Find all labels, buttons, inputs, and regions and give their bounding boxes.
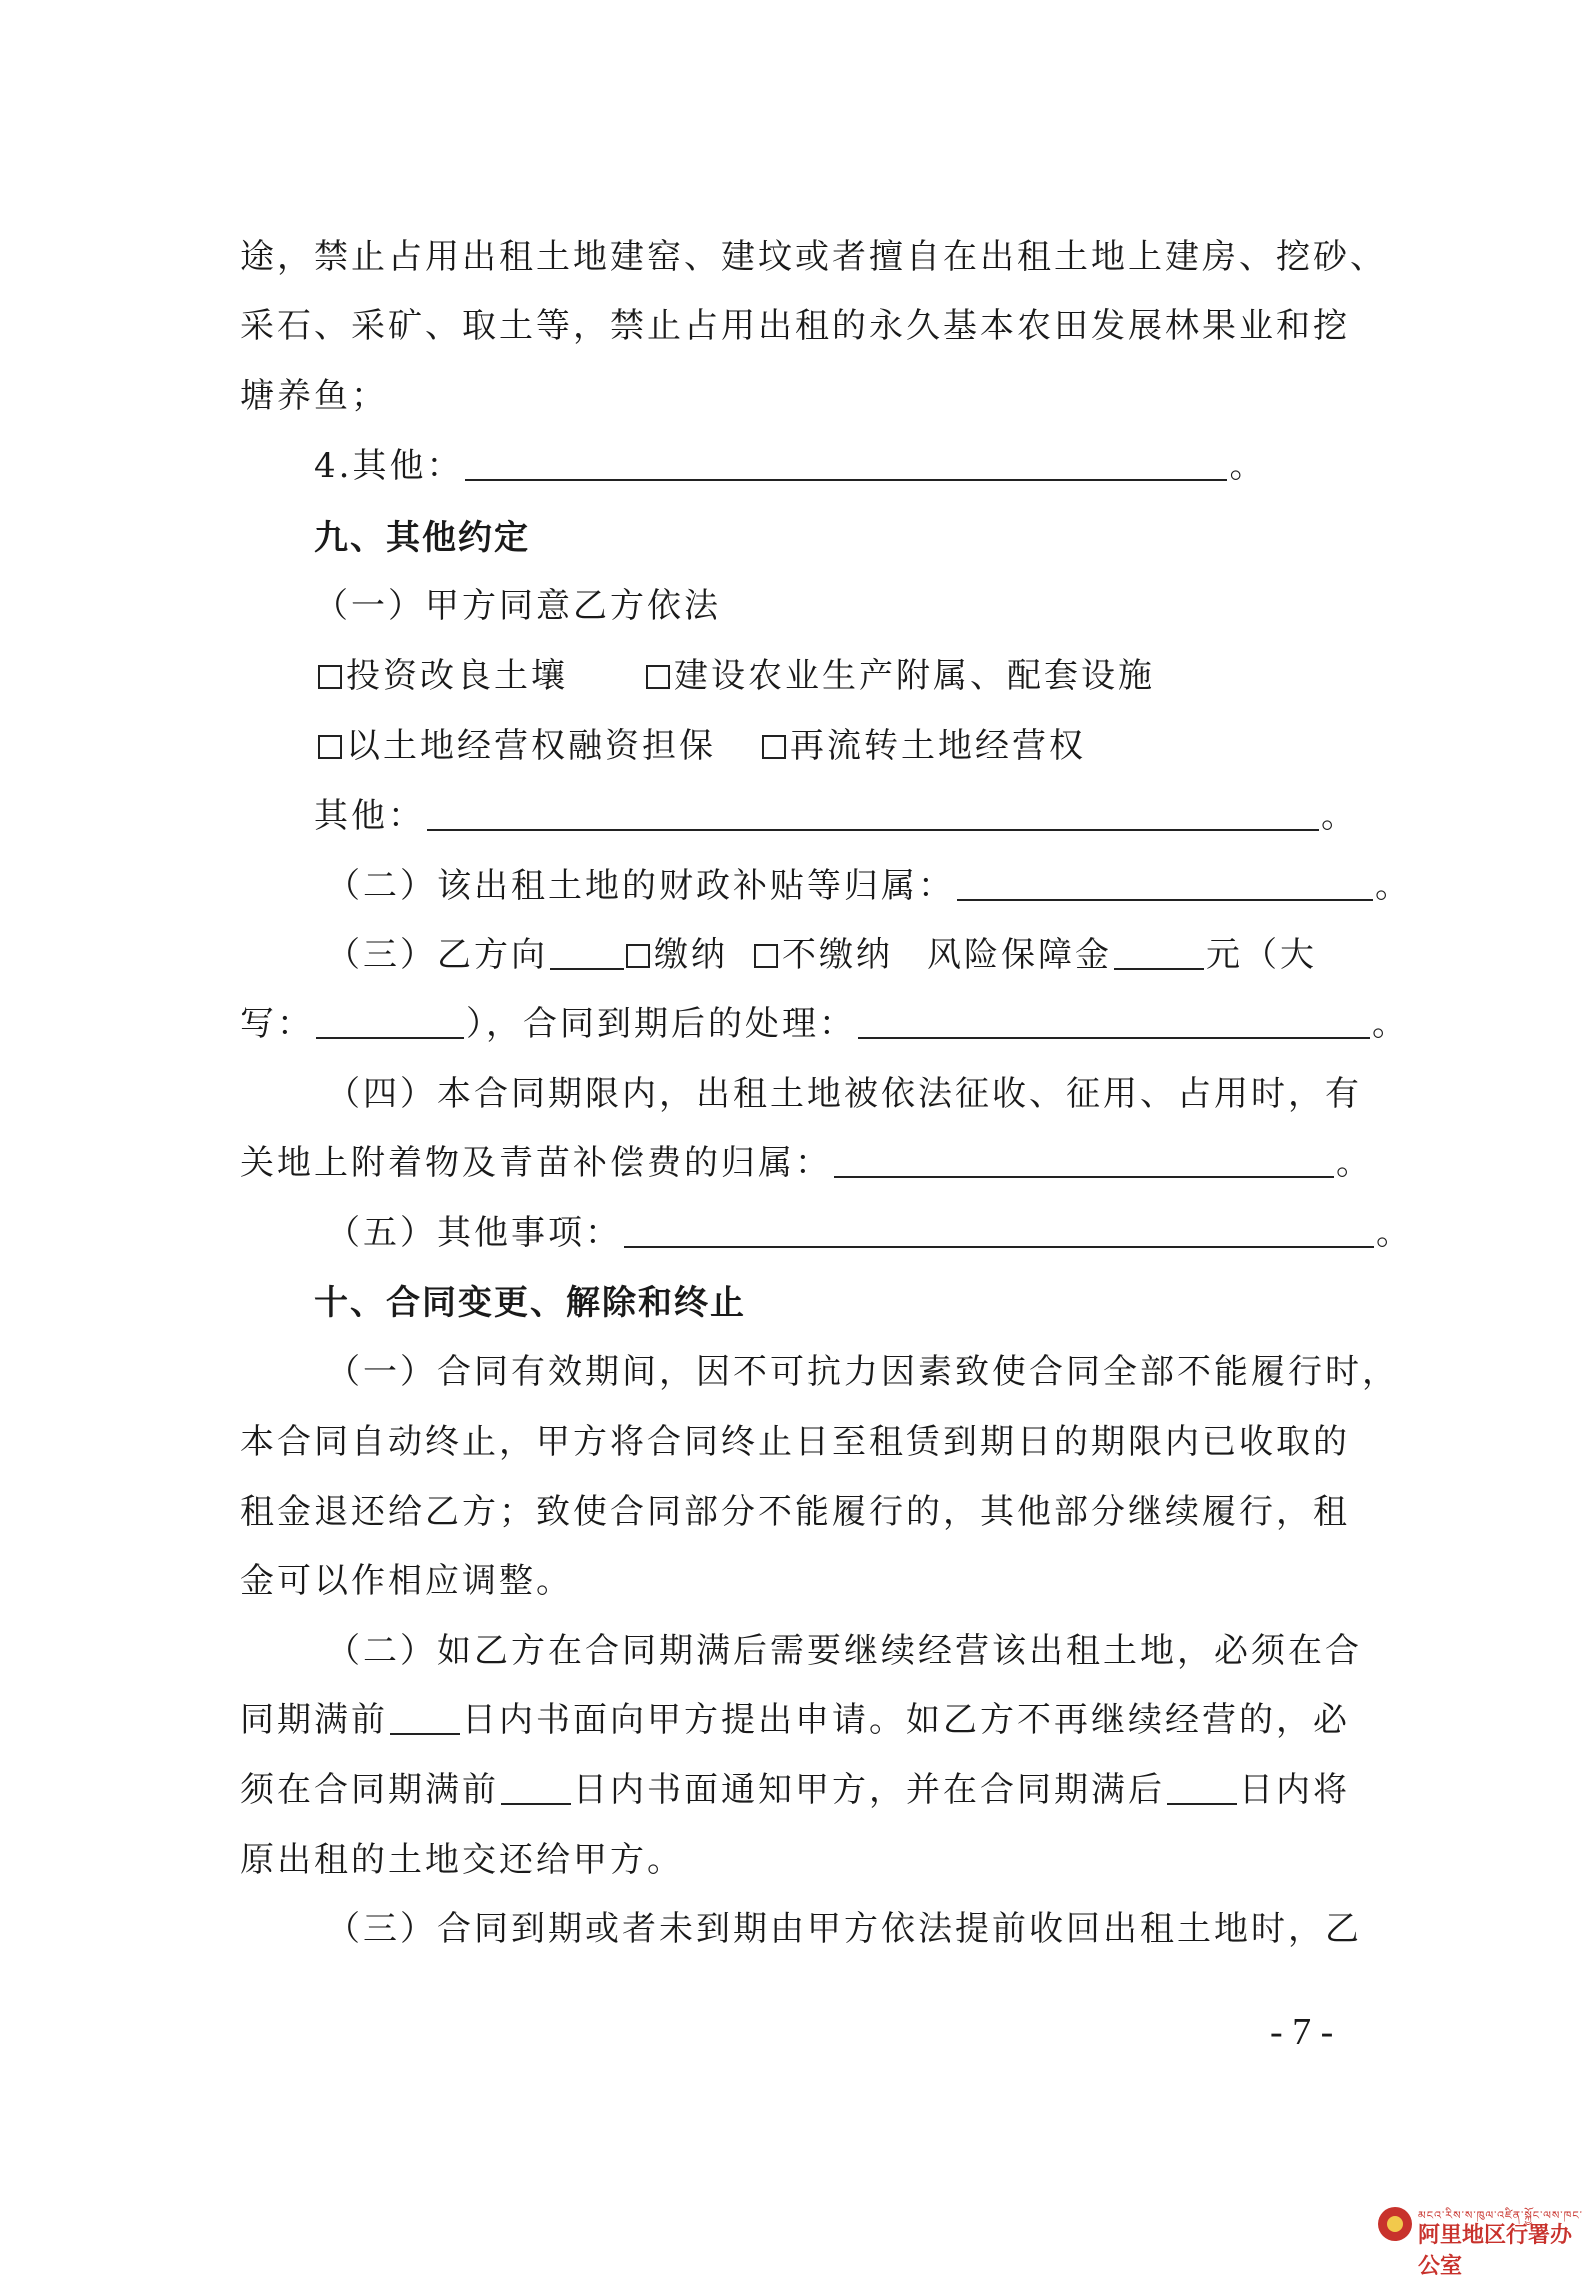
text-line: 租金退还给乙方；致使合同部分不能履行的，其他部分继续履行，租 xyxy=(240,1492,1350,1532)
expro-end: 。 xyxy=(1336,1143,1373,1183)
renew-text: 同期满前 xyxy=(240,1700,388,1740)
other-line xyxy=(314,796,1358,836)
risk-text: 写： xyxy=(240,1004,314,1044)
section-9-title: 九、其他约定 xyxy=(314,518,530,558)
blank-field[interactable] xyxy=(550,938,624,970)
text-line: 本合同自动终止，甲方将合同终止日至租赁到期日的期限内已收取的 xyxy=(240,1422,1350,1462)
option-label: 以土地经营权融资担保 xyxy=(346,726,716,766)
other-label: 其他： xyxy=(314,796,425,836)
others5-end: 。 xyxy=(1376,1213,1413,1253)
options-row-2 xyxy=(318,726,1086,766)
blank-field[interactable] xyxy=(427,799,1319,831)
checkbox-no-pay[interactable] xyxy=(754,944,778,968)
expro-line-2 xyxy=(240,1143,1373,1183)
subsidy-end: 。 xyxy=(1375,866,1412,906)
subsidy-label: （二）该出租土地的财政补贴等归属： xyxy=(326,866,955,906)
blank-field[interactable] xyxy=(465,449,1227,481)
other-end: 。 xyxy=(1321,796,1358,836)
others5-line xyxy=(326,1213,1413,1253)
risk-text: ），合同到期后的处理： xyxy=(466,1004,856,1044)
expro-label: 关地上附着物及青苗补偿费的归属： xyxy=(240,1143,832,1183)
item-4-end: 。 xyxy=(1229,446,1267,486)
text-line: 采石、采矿、取土等，禁止占用出租的永久基本农田发展林果业和挖 xyxy=(240,306,1350,346)
text-line: 原出租的土地交还给甲方。 xyxy=(240,1840,684,1880)
blank-field[interactable] xyxy=(858,1007,1370,1039)
risk-pay-label: 缴纳 xyxy=(654,935,728,975)
page-number: - 7 - xyxy=(1270,2011,1334,2053)
checkbox-re-transfer[interactable] xyxy=(762,735,786,759)
blank-field[interactable] xyxy=(957,869,1373,901)
renew-text: 日内书面向甲方提出申请。如乙方不再继续经营的，必 xyxy=(462,1700,1350,1740)
subsidy-line xyxy=(326,866,1412,906)
checkbox-pay[interactable] xyxy=(626,944,650,968)
blank-field[interactable] xyxy=(316,1007,464,1039)
blank-field[interactable] xyxy=(624,1216,1374,1248)
text-line: 塘养鱼； xyxy=(240,376,388,416)
text-line: （二）如乙方在合同期满后需要继续经营该出租土地，必须在合 xyxy=(326,1631,1362,1671)
checkbox-build-facilities[interactable] xyxy=(646,665,670,689)
renew-text: 须在合同期满前 xyxy=(240,1770,499,1810)
emblem-icon xyxy=(1378,2207,1412,2241)
text-line: （一）合同有效期间，因不可抗力因素致使合同全部不能履行时， xyxy=(326,1352,1399,1392)
blank-field[interactable] xyxy=(390,1703,460,1735)
risk-line-2 xyxy=(240,1004,1409,1044)
footer-subtitle: མངའ་རིས་ས་ཁུལ་འཛིན་སྐྱོང་ལས་ཁང་ xyxy=(1418,2209,1583,2222)
blank-field[interactable] xyxy=(834,1146,1334,1178)
option-label: 建设农业生产附属、配套设施 xyxy=(674,656,1155,696)
section-10-title: 十、合同变更、解除和终止 xyxy=(314,1283,746,1323)
options-row-1 xyxy=(318,656,1155,696)
risk-end: 。 xyxy=(1372,1004,1409,1044)
option-label: 投资改良土壤 xyxy=(346,656,568,696)
checkbox-invest-soil[interactable] xyxy=(318,665,342,689)
footer-title: 阿里地区行署办公室 xyxy=(1418,2223,1573,2279)
risk-text: 元（大 xyxy=(1206,935,1317,975)
renew-line-3 xyxy=(240,1770,1350,1810)
item-4-other xyxy=(314,446,1266,486)
renew-text: 日内书面通知甲方，并在合同期满后 xyxy=(573,1770,1165,1810)
renew-line-2 xyxy=(240,1700,1350,1740)
text-line: 途，禁止占用出租土地建窑、建坟或者擅自在出租土地上建房、挖砂、 xyxy=(240,237,1387,277)
blank-field[interactable] xyxy=(1167,1773,1237,1805)
risk-text: 风险保障金 xyxy=(927,935,1112,975)
text-line: 金可以作相应调整。 xyxy=(240,1561,573,1601)
option-label: 再流转土地经营权 xyxy=(790,726,1086,766)
renew-text: 日内将 xyxy=(1239,1770,1350,1810)
text-line: （三）合同到期或者未到期由甲方依法提前收回出租土地时，乙 xyxy=(326,1909,1362,1949)
checkbox-financing[interactable] xyxy=(318,735,342,759)
blank-field[interactable] xyxy=(501,1773,571,1805)
text-line: （四）本合同期限内，出租土地被依法征收、征用、占用时，有 xyxy=(326,1074,1362,1114)
blank-field[interactable] xyxy=(1114,938,1204,970)
agree-intro: （一）甲方同意乙方依法 xyxy=(314,586,721,626)
item-4-label: 4.其他： xyxy=(314,446,464,486)
others5-label: （五）其他事项： xyxy=(326,1213,622,1253)
risk-nopay-label: 不缴纳 xyxy=(782,935,893,975)
risk-text: （三）乙方向 xyxy=(326,935,548,975)
risk-line-1 xyxy=(326,935,1317,975)
